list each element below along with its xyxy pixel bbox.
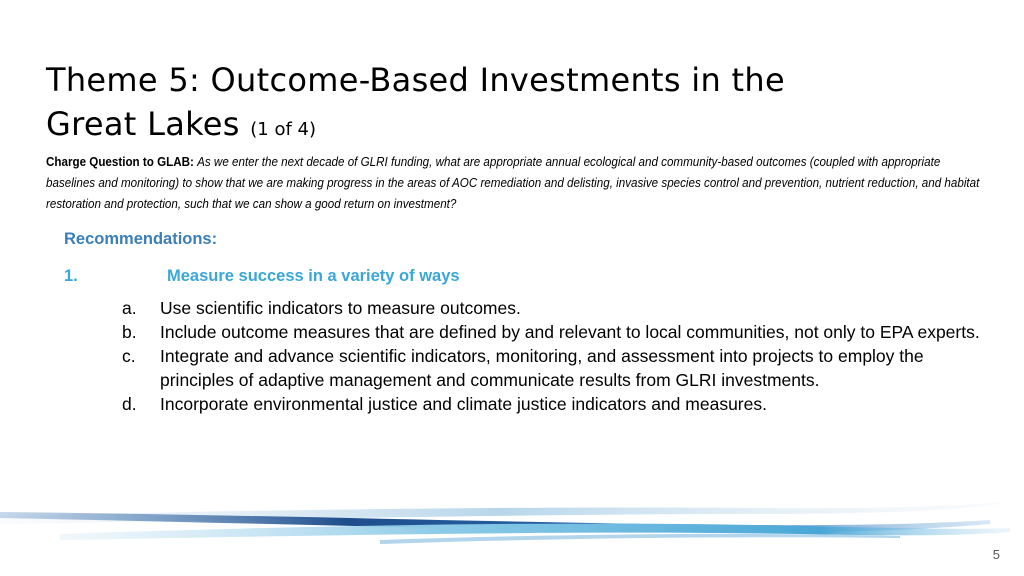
title-main: Great Lakes: [46, 105, 240, 143]
recommendation-item: [64, 267, 764, 289]
sub-item-letter: b.: [122, 322, 137, 342]
wave-band-thin: [380, 534, 900, 544]
sub-item-text: Integrate and advance scientific indicators, monitoring, and assessment into projects to employ the principles of adaptive management and communicate results from GLRI investments.: [160, 346, 924, 390]
sub-item: [122, 296, 982, 320]
recommendation-title: Measure success in a variety of ways: [167, 267, 460, 285]
recommendation-sub-list: [122, 296, 982, 416]
title-line-1: Theme 5: Outcome-Based Investments in the: [46, 61, 785, 99]
recommendation-number: 1.: [64, 267, 78, 285]
slide-title: [46, 58, 986, 152]
wave-swoosh-decoration: [0, 490, 1024, 550]
sub-item-letter: c.: [122, 346, 136, 366]
sub-item: [122, 320, 982, 344]
sub-item-letter: d.: [122, 394, 137, 414]
charge-question-label: Charge Question to GLAB:: [46, 155, 194, 169]
title-line-2: [46, 102, 986, 152]
sub-item: [122, 344, 982, 392]
charge-question-text: As we enter the next decade of GLRI funding, what are appropriate annual ecological and community-based outcomes (coupled with appropriate baselines and monitoring) to show that we are making progress in the areas of AOC remediation and delisting, invasive species control and prevention, nutrient reduction, and habitat restoration and protection, such that we can show a good return on investment?: [46, 155, 980, 211]
sub-item-text: Include outcome measures that are defined by and relevant to local communities, not only to EPA experts.: [160, 322, 980, 342]
recommendations-heading: Recommendations:: [64, 230, 218, 248]
sub-item: [122, 392, 982, 416]
charge-question: [46, 152, 982, 215]
title-part-indicator: (1 of 4): [250, 119, 316, 140]
sub-item-text: Incorporate environmental justice and climate justice indicators and measures.: [160, 394, 767, 414]
sub-item-text: Use scientific indicators to measure outcomes.: [160, 298, 521, 318]
page-number: 5: [992, 547, 1000, 562]
sub-item-letter: a.: [122, 298, 137, 318]
